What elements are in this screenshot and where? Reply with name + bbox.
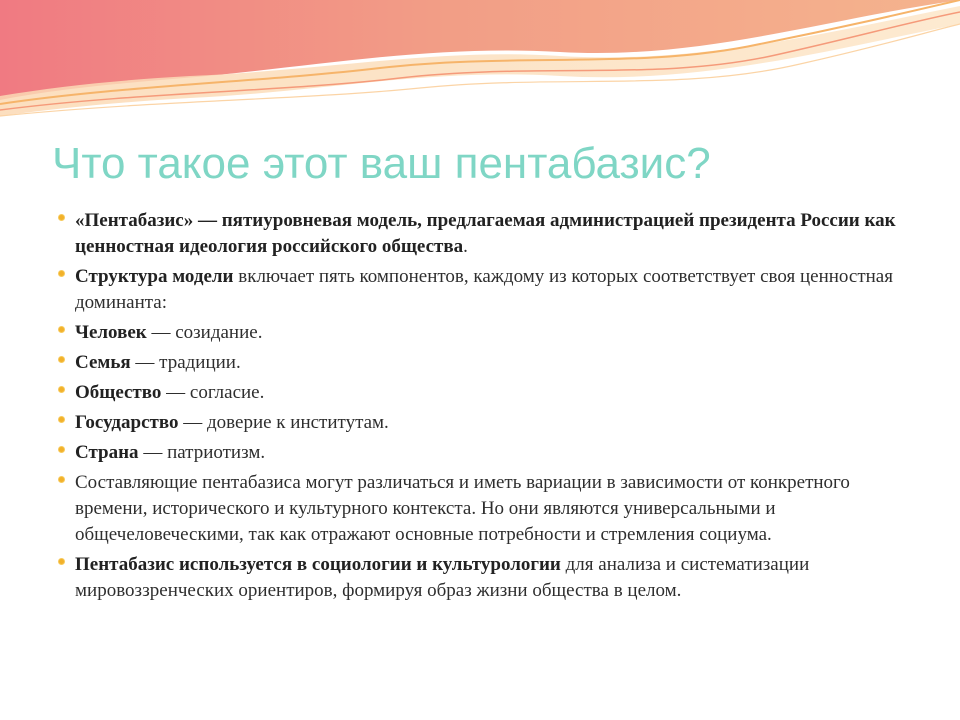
bullet-dot-icon: [59, 477, 64, 482]
bullet-text: — патриотизм.: [138, 442, 266, 463]
bullet-text: включает пять компонентов, каждому из которых соответствует своя ценностная доминанта:: [75, 266, 893, 313]
bullet-bold-text: Страна: [75, 442, 139, 463]
bullet-item: [58, 350, 908, 376]
bullet-item: [58, 380, 908, 406]
bullet-item: [58, 552, 908, 604]
bullet-bold-text: Структура модели: [75, 266, 234, 287]
bullet-dot-icon: [59, 357, 64, 362]
bullet-text: — созидание.: [146, 322, 263, 343]
bullet-dot-icon: [59, 387, 64, 392]
header-wave-decoration: [0, 0, 960, 120]
bullet-dot-icon: [59, 327, 64, 332]
bullet-dot-icon: [59, 271, 64, 276]
bullet-text: — доверие к институтам.: [178, 412, 389, 433]
bullet-bold-text: Общество: [75, 382, 162, 403]
bullet-item: [58, 410, 908, 436]
bullet-dot-icon: [59, 447, 64, 452]
bullet-item: [58, 208, 908, 260]
bullet-text: Составляющие пентабазиса могут различаться и иметь вариации в зависимости от конкретного времени, исторического и культурного контекста. Но они являются универсальными и общечеловеческими, так как отражают основные потребности и стремления социума.: [75, 472, 850, 545]
bullet-item: [58, 470, 908, 548]
bullet-dot-icon: [59, 559, 64, 564]
bullet-list: [58, 208, 908, 608]
bullet-item: [58, 264, 908, 316]
slide-title: Что такое этот ваш пентабазис?: [52, 139, 711, 188]
bullet-text: — традиции.: [130, 352, 241, 373]
bullet-bold-text: Государство: [75, 412, 179, 433]
bullet-bold-text: Пентабазис используется в социологии и культурологии: [75, 554, 561, 575]
bullet-item: [58, 320, 908, 346]
bullet-text: — согласие.: [161, 382, 265, 403]
bullet-bold-text: Семья: [75, 352, 131, 373]
bullet-dot-icon: [59, 417, 64, 422]
bullet-item: [58, 440, 908, 466]
bullet-text: для анализа и систематизации мировоззренческих ориентиров, формируя образ жизни общества в целом.: [75, 554, 810, 601]
bullet-bold-text: «Пентабазис» — пятиуровневая модель, предлагаемая администрацией президента России как ценностная идеология российского общества: [75, 210, 896, 257]
bullet-dot-icon: [59, 215, 64, 220]
bullet-bold-text: Человек: [75, 322, 147, 343]
bullet-text: .: [463, 236, 468, 257]
